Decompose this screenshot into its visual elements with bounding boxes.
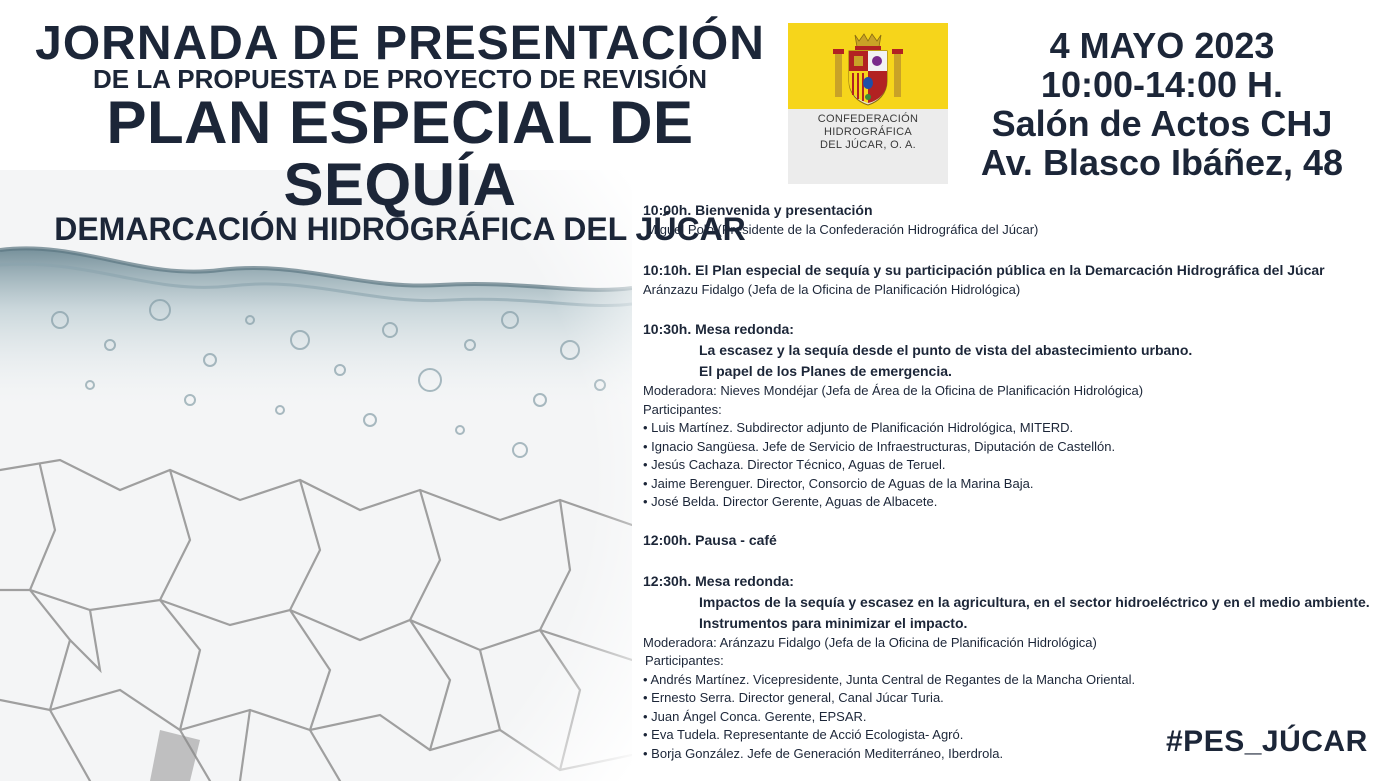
participant-item: • Ernesto Serra. Director general, Canal Júcar Turia.: [643, 690, 944, 705]
title-line-1: JORNADA DE PRESENTACIÓN: [35, 17, 765, 70]
event-time: 10:00-14:00 H.: [1040, 64, 1284, 105]
agenda-item-title: 10:00h. Bienvenida y presentación: [643, 202, 873, 218]
logo-text-line-2: HIDROGRÁFICA: [824, 126, 912, 138]
logo-text: [788, 113, 948, 152]
event-venue: Salón de Actos CHJ: [991, 103, 1333, 144]
agenda-item-title: 12:00h. Pausa - café: [643, 531, 777, 548]
logo-text-line-1: CONFEDERACIÓN: [817, 113, 919, 125]
water-drought-illustration: [0, 170, 632, 781]
participant-item: • Luis Martínez. Subdirector adjunto de Planificación Hidrológica, MITERD.: [643, 420, 1074, 435]
event-date: 4 MAYO 2023: [1049, 25, 1275, 66]
participant-item: • Jaime Berenguer. Director, Consorcio de Aguas de la Marina Baja.: [643, 475, 1034, 491]
agenda-topic: La escasez y la sequía desde el punto de vista del abastecimiento urbano.: [699, 342, 1193, 358]
participants-label: Participantes:: [643, 401, 722, 417]
chj-logo: [788, 23, 948, 184]
participant-item: • Jesús Cachaza. Director Técnico, Aguas de Teruel.: [643, 457, 946, 472]
spain-coat-of-arms-icon: [833, 31, 903, 109]
participants-label: Participantes:: [645, 653, 724, 668]
title-line-2: DE LA PROPUESTA DE PROYECTO DE REVISIÓN: [93, 64, 707, 94]
agenda-topic: Impactos de la sequía y escasez en la agricultura, en el sector hidroeléctrico y en el medio ambiente.: [699, 593, 1370, 610]
agenda-item-speaker: Miguel Polo (Presidente de la Confederación Hidrográfica del Júcar): [646, 222, 1039, 237]
agenda-topic: El papel de los Planes de emergencia.: [699, 363, 952, 379]
event-info: [962, 26, 1362, 182]
participant-item: • Andrés Martínez. Vicepresidente, Junta Central de Regantes de la Mancha Oriental.: [643, 671, 1136, 687]
participant-item: • Eva Tudela. Representante de Acció Ecologista- Agró.: [643, 727, 964, 742]
participant-item: • José Belda. Director Gerente, Aguas de Albacete.: [643, 494, 938, 509]
participant-item: • Ignacio Sangüesa. Jefe de Servicio de Infraestructuras, Diputación de Castellón.: [643, 438, 1116, 454]
event-address: Av. Blasco Ibáñez, 48: [980, 142, 1344, 183]
agenda-moderator: Moderadora: Nieves Mondéjar (Jefa de Área de la Oficina de Planificación Hidrológica): [643, 383, 1144, 398]
main-title: PLAN ESPECIAL DE SEQUÍA: [106, 89, 694, 218]
hashtag: #PES_JÚCAR: [1166, 725, 1368, 758]
agenda-item-speaker: Aránzazu Fidalgo (Jefa de la Oficina de Planificación Hidrológica): [643, 281, 1021, 297]
agenda-item-title: 10:30h. Mesa redonda:: [643, 321, 794, 337]
participant-item: • Borja González. Jefe de Generación Mediterráneo, Iberdrola.: [643, 745, 1004, 761]
logo-text-line-3: DEL JÚCAR, O. A.: [819, 139, 917, 151]
agenda-item-title: 10:10h. El Plan especial de sequía y su participación pública en la Demarcación Hidrográfica del Júcar: [643, 261, 1325, 278]
participant-item: • Juan Ángel Conca. Gerente, EPSAR.: [643, 708, 867, 724]
agenda: [643, 200, 1383, 763]
agenda-item-title: 12:30h. Mesa redonda:: [643, 572, 794, 589]
agenda-topic: Instrumentos para minimizar el impacto.: [699, 614, 968, 631]
agenda-moderator: Moderadora: Aránzazu Fidalgo (Jefa de la Oficina de Planificación Hidrológica): [643, 634, 1097, 650]
subtitle: DEMARCACIÓN HIDROGRÁFICA DEL JÚCAR: [54, 211, 746, 247]
